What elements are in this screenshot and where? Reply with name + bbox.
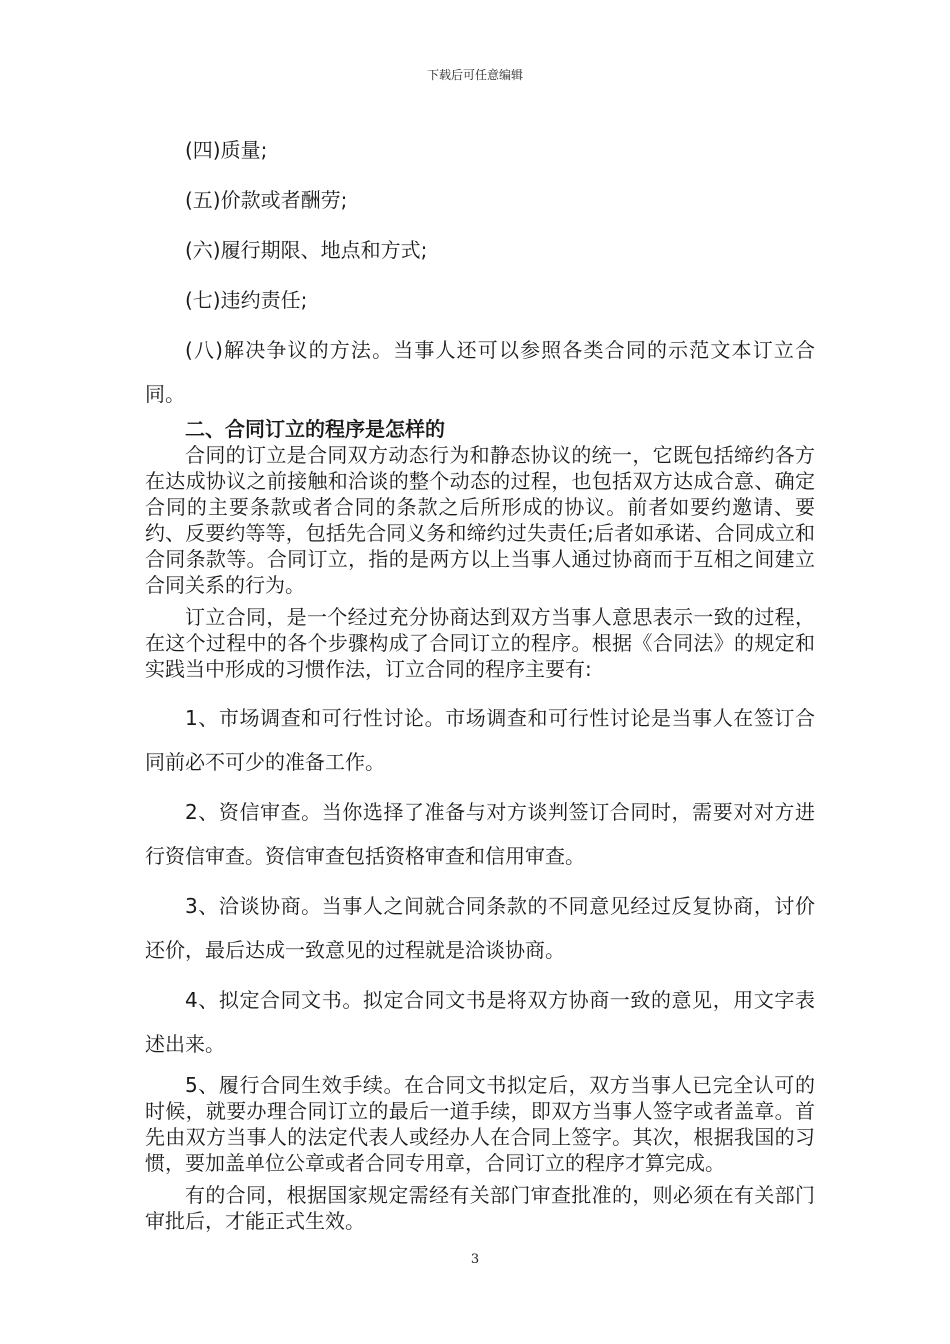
list-item-6: (六)履行期限、地点和方式; [185,238,428,262]
section-heading: 二、合同订立的程序是怎样的 [185,417,445,441]
list-item-5: (五)价款或者酬劳; [185,188,348,212]
paragraph-approval: 有的合同，根据国家规定需经有关部门审查批准的，则必须在有关部门审批后，才能正式生效。 [145,1183,815,1233]
page-number: 3 [470,1252,480,1267]
step-3: 3、洽谈协商。当事人之间就合同条款的不同意见经过反复协商，讨价还价，最后达成一致意见的过程就是洽谈协商。 [145,894,815,962]
list-item-8: (八)解决争议的方法。当事人还可以参照各类合同的示范文本订立合同。 [145,338,815,406]
step-2: 2、资信审查。当你选择了准备与对方谈判签订合同时，需要对对方进行资信审查。资信审查包括资格审查和信用审查。 [145,800,815,868]
step-1: 1、市场调查和可行性讨论。市场调查和可行性讨论是当事人在签订合同前必不可少的准备工作。 [145,706,815,774]
page-header: 下载后可任意编辑 [426,68,523,82]
paragraph-definition: 合同的订立是合同双方动态行为和静态协议的统一，它既包括缔约各方在达成协议之前接触和洽谈的整个动态的过程，也包括双方达成合意、确定合同的主要条款或者合同的条款之后所形成的协议。前者如要约邀请、要约、反要约等等，包括先合同义务和缔约过失责任;后者如承诺、合同成立和合同条款等。合同订立，指的是两方以上当事人通过协商而于互相之间建立合同关系的行为。 [145,443,815,597]
list-item-7: (七)违约责任; [185,288,308,312]
document-body [145,128,815,1234]
step-4: 4、拟定合同文书。拟定合同文书是将双方协商一致的意见，用文字表述出来。 [145,988,815,1056]
paragraph-procedure-intro: 订立合同，是一个经过充分协商达到双方当事人意思表示一致的过程，在这个过程中的各个步骤构成了合同订立的程序。根据《合同法》的规定和实践当中形成的习惯作法，订立合同的程序主要有: [145,605,815,681]
step-5: 5、履行合同生效手续。在合同文书拟定后，双方当事人已完全认可的时候，就要办理合同订立的最后一道手续，即双方当事人签字或者盖章。首先由双方当事人的法定代表人或经办人在合同上签字。其次，根据我国的习惯，要加盖单位公章或者合同专用章，合同订立的程序才算完成。 [145,1073,815,1175]
list-item-4: (四)质量; [185,138,268,162]
